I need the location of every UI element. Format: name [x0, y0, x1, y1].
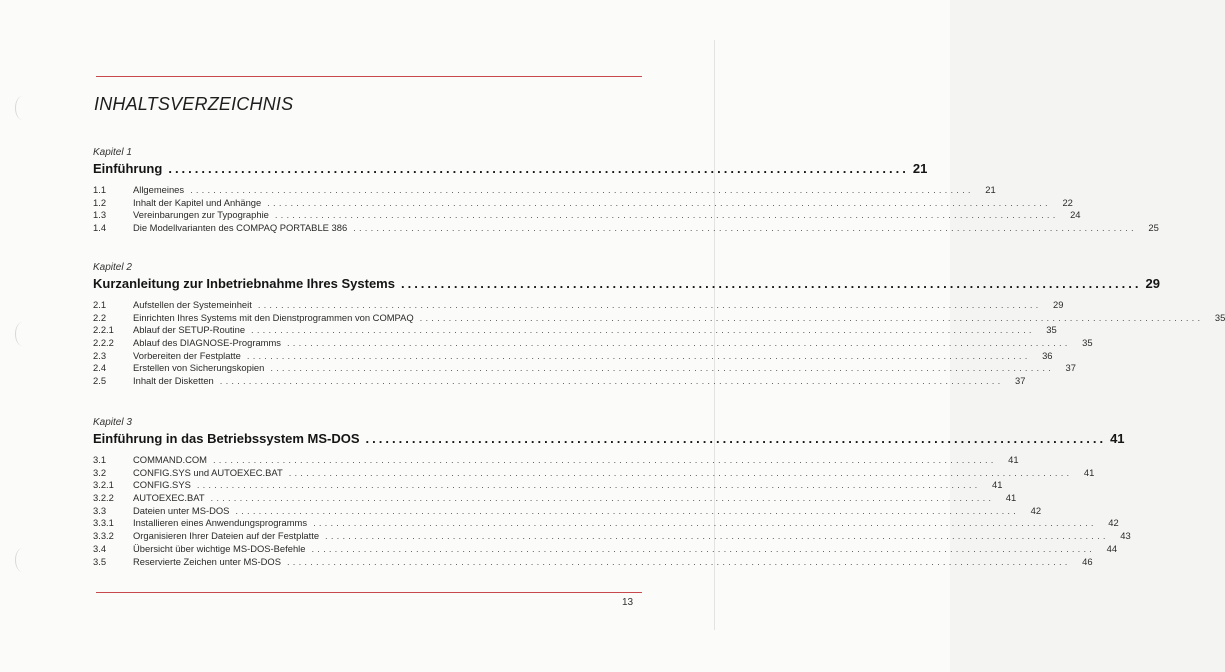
leader-dots: ....................................................................................................................................... — [325, 530, 1109, 542]
entry-number: 2.2.2 — [93, 337, 114, 349]
entry-page: 41 — [992, 479, 1003, 491]
entry-text: Inhalt der Disketten — [133, 375, 214, 387]
toc-entry[interactable] — [93, 492, 1017, 505]
leader-dots: ....................................................................................................................................... — [212, 454, 997, 465]
toc-entry[interactable] — [93, 530, 1131, 543]
entry-number: 1.3 — [93, 209, 107, 221]
chapter-label: Kapitel 3 — [93, 417, 132, 428]
leader-dots: ................................................................................................................ — [400, 276, 1142, 291]
entry-page: 44 — [1106, 542, 1118, 554]
entry-page: 36 — [1042, 349, 1053, 361]
entry-page: 22 — [1062, 196, 1073, 208]
entry-number: 3.2.2 — [93, 492, 114, 504]
chapter-2 — [93, 261, 1225, 388]
leader-dots: ....................................................................................................................................... — [286, 555, 1071, 567]
punch-hole-mark — [15, 322, 30, 346]
leader-dots: ....................................................................................................................................... — [219, 375, 1004, 387]
entry-text: Übersicht über wichtige MS-DOS-Befehle — [133, 542, 306, 554]
toc-entry[interactable] — [93, 337, 1093, 350]
leader-dots: ....................................................................................................................................... — [251, 324, 1035, 336]
leader-dots: ....................................................................................................................................... — [210, 492, 995, 504]
entry-text: Reservierte Zeichen unter MS-DOS — [133, 555, 281, 567]
leader-dots: ....................................................................................................................................... — [196, 479, 981, 491]
toc-entry[interactable] — [93, 324, 1057, 337]
leader-dots: ....................................................................................................................................... — [419, 311, 1204, 323]
entry-number: 3.1 — [93, 454, 107, 465]
entry-page: 35 — [1082, 337, 1093, 349]
toc-entry[interactable] — [93, 196, 1073, 210]
leader-dots: ....................................................................................................................................... — [274, 209, 1059, 221]
toc-entry[interactable] — [93, 504, 1042, 518]
toc-entry[interactable] — [93, 311, 1225, 325]
leader-dots: ....................................................................................................................................... — [190, 184, 974, 195]
entry-number: 1.2 — [93, 196, 107, 208]
entry-number: 3.4 — [93, 542, 107, 554]
entry-page: 41 — [1083, 466, 1095, 478]
entry-number: 2.4 — [93, 362, 107, 374]
page-title: INHALTSVERZEICHNIS — [94, 94, 294, 114]
toc-entry[interactable] — [93, 299, 1064, 312]
entry-text: Allgemeines — [133, 184, 185, 195]
chapter-heading[interactable] — [93, 275, 1160, 293]
entry-text: CONFIG.SYS — [133, 479, 191, 491]
toc-entry[interactable] — [93, 375, 1026, 388]
entry-page: 42 — [1030, 504, 1042, 516]
entry-number: 2.2 — [93, 311, 107, 323]
chapter-label: Kapitel 2 — [93, 262, 132, 273]
entry-page: 41 — [1008, 454, 1019, 465]
entry-page: 35 — [1046, 324, 1057, 336]
entry-page: 46 — [1082, 555, 1093, 567]
entry-number: 1.1 — [93, 184, 107, 195]
chapter-page: 21 — [912, 161, 928, 176]
chapter-3 — [93, 416, 1131, 568]
entry-text: Die Modellvarianten des COMPAQ PORTABLE 386 — [133, 222, 348, 234]
entry-text: Aufstellen der Systemeinheit — [133, 299, 252, 310]
chapter-1 — [93, 146, 1159, 235]
entry-page: 24 — [1070, 209, 1081, 221]
toc-entry[interactable] — [93, 466, 1095, 480]
toc-entry[interactable] — [93, 517, 1119, 530]
chapter-heading-text: Einführung in das Betriebssystem MS-DOS — [93, 431, 360, 446]
leader-dots: ....................................................................................................................................... — [270, 362, 1054, 374]
entry-number: 2.1 — [93, 299, 107, 310]
leader-dots: ....................................................................................................................................... — [288, 466, 1073, 478]
entry-page: 21 — [985, 184, 996, 195]
leader-dots: ....................................................................................................................................... — [353, 222, 1137, 234]
leader-dots: ....................................................................................................................................... — [286, 337, 1071, 349]
entry-list — [93, 184, 1159, 235]
entry-number: 2.3 — [93, 349, 107, 361]
entry-page: 25 — [1148, 222, 1159, 234]
top-rule — [96, 76, 642, 77]
entry-text: Ablauf des DIAGNOSE-Programms — [133, 337, 281, 349]
entry-text: Installieren eines Anwendungsprogramms — [133, 517, 308, 529]
entry-page: 37 — [1065, 362, 1076, 374]
entry-number: 2.5 — [93, 375, 107, 387]
chapter-heading-text: Einführung — [93, 161, 163, 176]
entry-page: 41 — [1005, 492, 1017, 504]
toc-entry[interactable] — [93, 555, 1093, 569]
chapter-heading[interactable] — [93, 160, 928, 178]
bottom-rule — [96, 592, 642, 593]
punch-hole-mark — [15, 548, 30, 572]
entry-number: 3.3.2 — [93, 530, 114, 542]
entry-text: Inhalt der Kapitel und Anhänge — [133, 196, 262, 208]
entry-number: 2.2.1 — [93, 324, 114, 336]
chapter-page: 29 — [1145, 276, 1160, 291]
toc-entry[interactable] — [93, 542, 1118, 556]
toc-entry[interactable] — [93, 209, 1081, 222]
leader-dots: ....................................................................................................................................... — [257, 299, 1042, 310]
entry-text: AUTOEXEC.BAT — [133, 492, 205, 504]
toc-entry[interactable] — [93, 479, 1003, 492]
leader-dots: ................................................................................................................ — [168, 161, 909, 176]
entry-page: 35 — [1214, 311, 1225, 323]
entry-number: 3.5 — [93, 555, 107, 567]
entry-number: 1.4 — [93, 222, 107, 234]
leader-dots: ....................................................................................................................................... — [246, 349, 1031, 361]
entry-list — [93, 454, 1131, 568]
entry-page: 37 — [1014, 375, 1026, 387]
toc-entry[interactable] — [93, 222, 1159, 235]
page-number: 13 — [622, 597, 634, 608]
toc-entry[interactable] — [93, 454, 1019, 467]
entry-number: 3.3 — [93, 504, 107, 516]
entry-page: 43 — [1120, 530, 1131, 542]
toc-entry[interactable] — [93, 362, 1076, 375]
entry-text: CONFIG.SYS und AUTOEXEC.BAT — [133, 466, 283, 478]
leader-dots: ....................................................................................................................................... — [313, 517, 1097, 529]
toc-entry[interactable] — [93, 184, 996, 197]
leader-dots: ....................................................................................................................................... — [311, 542, 1096, 554]
leader-dots: ....................................................................................................................................... — [267, 196, 1051, 208]
entry-number: 3.3.1 — [93, 517, 114, 529]
entry-text: Einrichten Ihres Systems mit den Dienstprogrammen von COMPAQ — [133, 311, 414, 323]
entry-text: Vereinbarungen zur Typographie — [133, 209, 269, 221]
entry-text: Organisieren Ihrer Dateien auf der Festplatte — [133, 530, 320, 542]
entry-text: Dateien unter MS-DOS — [133, 504, 230, 516]
entry-number: 3.2 — [93, 466, 107, 478]
entry-page: 29 — [1053, 299, 1064, 310]
entry-text: Erstellen von Sicherungskopien — [133, 362, 265, 374]
entry-text: COMMAND.COM — [133, 454, 207, 465]
chapter-label: Kapitel 1 — [93, 147, 132, 158]
entry-text: Ablauf der SETUP-Routine — [133, 324, 246, 336]
leader-dots: ....................................................................................................................................... — [235, 504, 1020, 516]
chapter-heading[interactable] — [93, 430, 1125, 448]
entry-number: 3.2.1 — [93, 479, 114, 491]
entry-page: 42 — [1108, 517, 1119, 529]
chapter-page: 41 — [1110, 431, 1125, 446]
entry-list — [93, 299, 1225, 388]
toc-entry[interactable] — [93, 349, 1053, 363]
chapter-heading-text: Kurzanleitung zur Inbetriebnahme Ihres Systems — [93, 276, 395, 291]
leader-dots: ................................................................................................................ — [365, 431, 1107, 446]
entry-text: Vorbereiten der Festplatte — [133, 349, 241, 361]
punch-hole-mark — [15, 96, 30, 120]
